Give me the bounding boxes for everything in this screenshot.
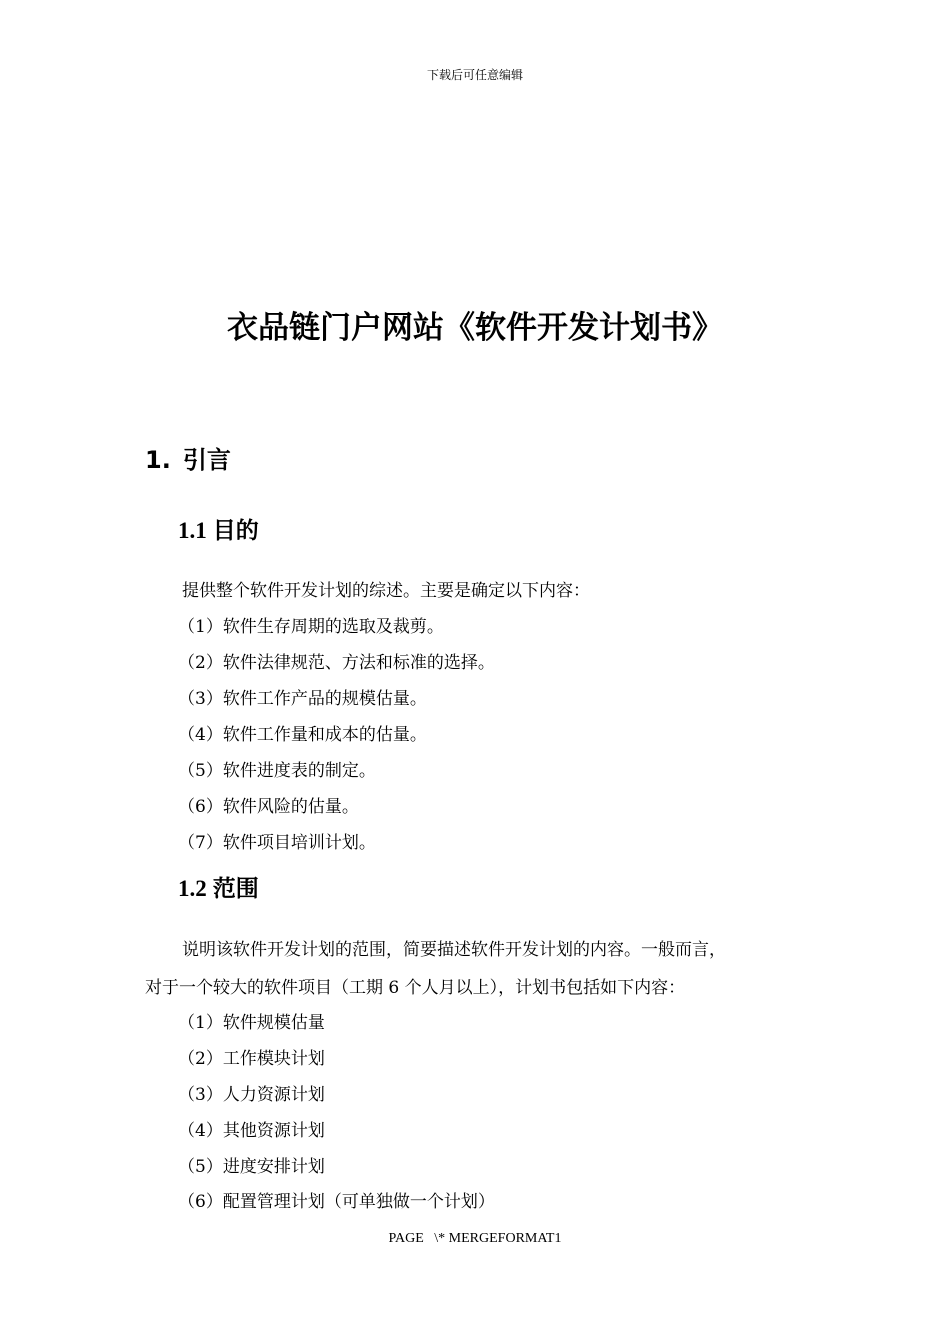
- scope-intro-line-1: 说明该软件开发计划的范围，简要描述软件开发计划的内容。一般而言，: [182, 940, 726, 960]
- scope-item: （3）人力资源计划: [178, 1085, 325, 1105]
- purpose-intro: 提供整个软件开发计划的综述。主要是确定以下内容：: [182, 581, 590, 601]
- purpose-item: （6）软件风险的估量。: [178, 797, 359, 817]
- scope-item: （1）软件规模估量: [178, 1013, 325, 1033]
- section-1-number: 1.: [145, 446, 171, 474]
- section-1-1-number: 1.1: [178, 518, 207, 543]
- scope-item: （6）配置管理计划（可单独做一个计划）: [178, 1192, 495, 1212]
- section-1-1-heading: [178, 514, 259, 548]
- section-1-2-heading: [178, 872, 259, 906]
- header-note: 下载后可任意编辑: [426, 68, 523, 82]
- scope-intro-line-2: 对于一个较大的软件项目（工期 6 个人月以上），计划书包括如下内容：: [145, 978, 686, 998]
- purpose-item: （4）软件工作量和成本的估量。: [178, 725, 427, 745]
- purpose-item: （3）软件工作产品的规模估量。: [178, 689, 427, 709]
- scope-item: （2）工作模块计划: [178, 1049, 325, 1069]
- purpose-item: （5）软件进度表的制定。: [178, 761, 376, 781]
- document-title: 衣品链门户网站《软件开发计划书》: [227, 310, 723, 346]
- section-1-2-number: 1.2: [178, 876, 207, 901]
- section-1-1-title: 目的: [212, 518, 259, 544]
- purpose-item: （7）软件项目培训计划。: [178, 833, 376, 853]
- purpose-item: （2）软件法律规范、方法和标准的选择。: [178, 653, 495, 673]
- scope-item: （4）其他资源计划: [178, 1121, 325, 1141]
- section-1-title: 引言: [182, 446, 231, 474]
- purpose-item: （1）软件生存周期的选取及裁剪。: [178, 617, 444, 637]
- page-footer: PAGE \* MERGEFORMAT1: [388, 1231, 562, 1246]
- section-1-heading: [145, 442, 231, 478]
- scope-item: （5）进度安排计划: [178, 1157, 325, 1177]
- section-1-2-title: 范围: [212, 876, 259, 902]
